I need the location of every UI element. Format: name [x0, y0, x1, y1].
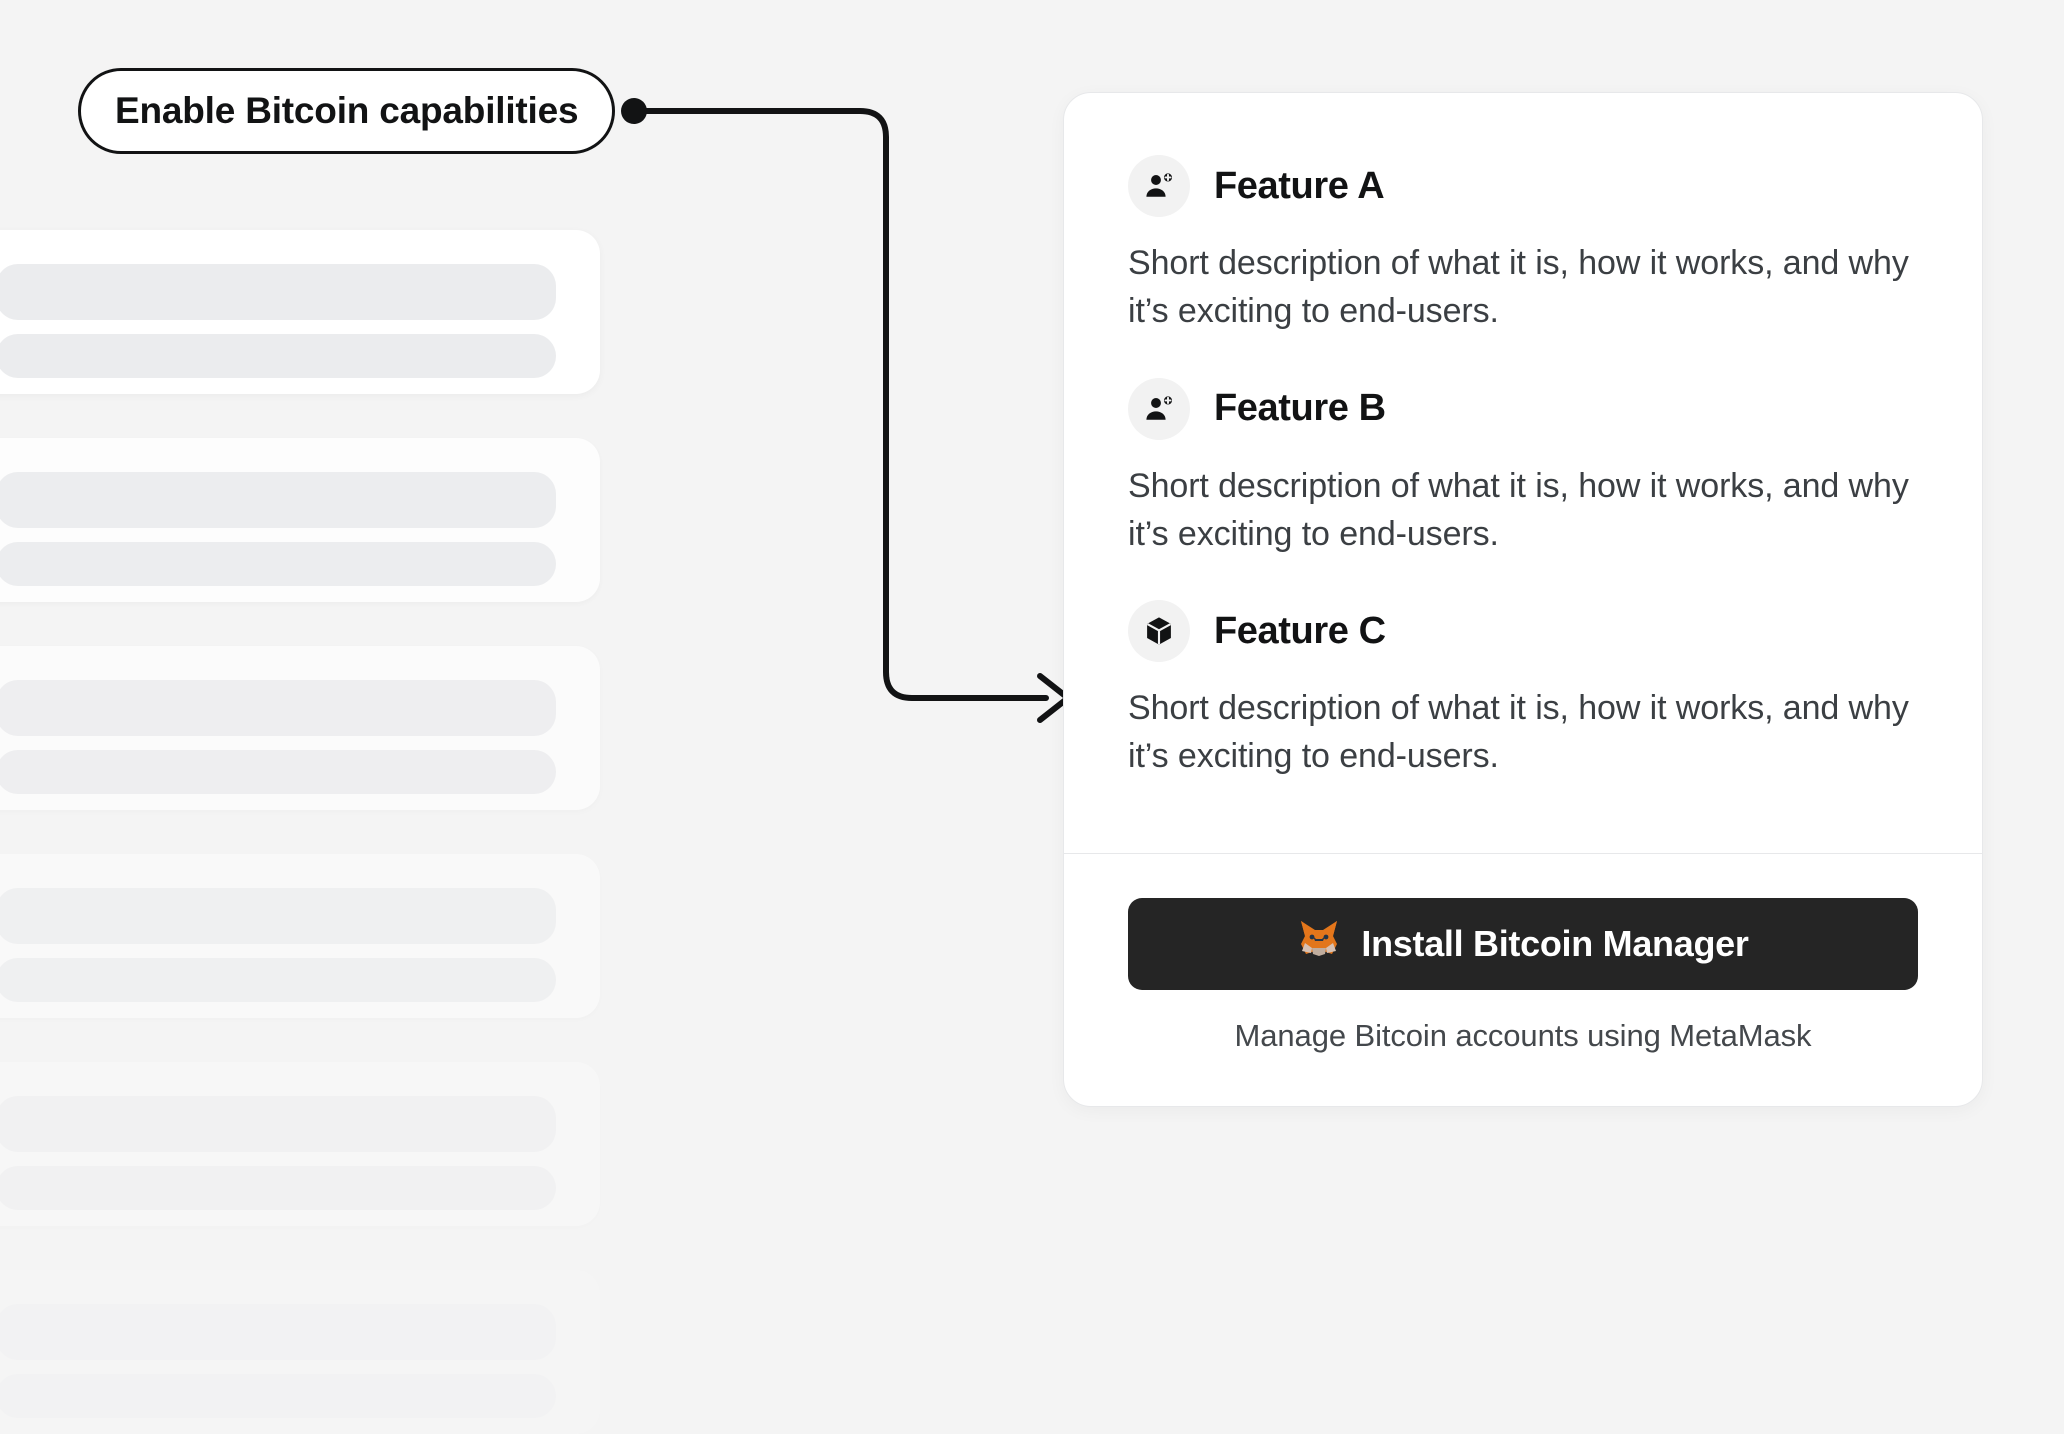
- feature-title: Feature C: [1214, 609, 1386, 652]
- skeleton-bar: [0, 1166, 556, 1210]
- skeleton-bar: [0, 1304, 556, 1360]
- callout-label-text: Enable Bitcoin capabilities: [115, 90, 579, 131]
- skeleton-card: [0, 1062, 600, 1226]
- bitcoin-feature-card: [1063, 92, 1983, 1107]
- install-caption: Manage Bitcoin accounts using MetaMask: [1234, 1017, 1812, 1053]
- card-footer: [1064, 854, 1982, 1106]
- feature-title: Feature A: [1214, 164, 1385, 207]
- skeleton-bar: [0, 1096, 556, 1152]
- feature-header: [1128, 600, 1918, 662]
- feature-description: Short description of what it is, how it works, and why it’s exciting to end-users.: [1128, 466, 1909, 553]
- skeleton-card: [0, 230, 600, 394]
- skeleton-bar: [0, 750, 556, 794]
- skeleton-bar: [0, 334, 556, 378]
- metamask-fox-icon: [1297, 918, 1341, 969]
- skeleton-bar: [0, 472, 556, 528]
- account-add-icon: [1128, 378, 1190, 440]
- skeleton-bar: [0, 542, 556, 586]
- skeleton-card: [0, 854, 600, 1018]
- skeleton-bar: [0, 264, 556, 320]
- install-button-label: Install Bitcoin Manager: [1361, 922, 1749, 964]
- skeleton-card: [0, 646, 600, 810]
- feature-description: Short description of what it is, how it works, and why it’s exciting to end-users.: [1128, 244, 1909, 331]
- account-add-icon: [1128, 155, 1190, 217]
- callout-label: [78, 68, 615, 154]
- install-bitcoin-manager-button[interactable]: [1128, 898, 1918, 990]
- feature-item: [1128, 600, 1918, 781]
- feature-item: [1128, 378, 1918, 559]
- skeleton-bar: [0, 888, 556, 944]
- feature-title: Feature B: [1214, 387, 1386, 430]
- cube-icon: [1128, 600, 1190, 662]
- feature-header: [1128, 155, 1918, 217]
- feature-header: [1128, 378, 1918, 440]
- feature-description: Short description of what it is, how it works, and why it’s exciting to end-users.: [1128, 689, 1909, 776]
- skeleton-card: [0, 1270, 600, 1434]
- feature-item: [1128, 155, 1918, 336]
- skeleton-card: [0, 438, 600, 602]
- skeleton-bar: [0, 958, 556, 1002]
- skeleton-bar: [0, 1374, 556, 1418]
- skeleton-bar: [0, 680, 556, 736]
- background-skeleton-list: [0, 230, 640, 1410]
- feature-list: [1064, 93, 1982, 833]
